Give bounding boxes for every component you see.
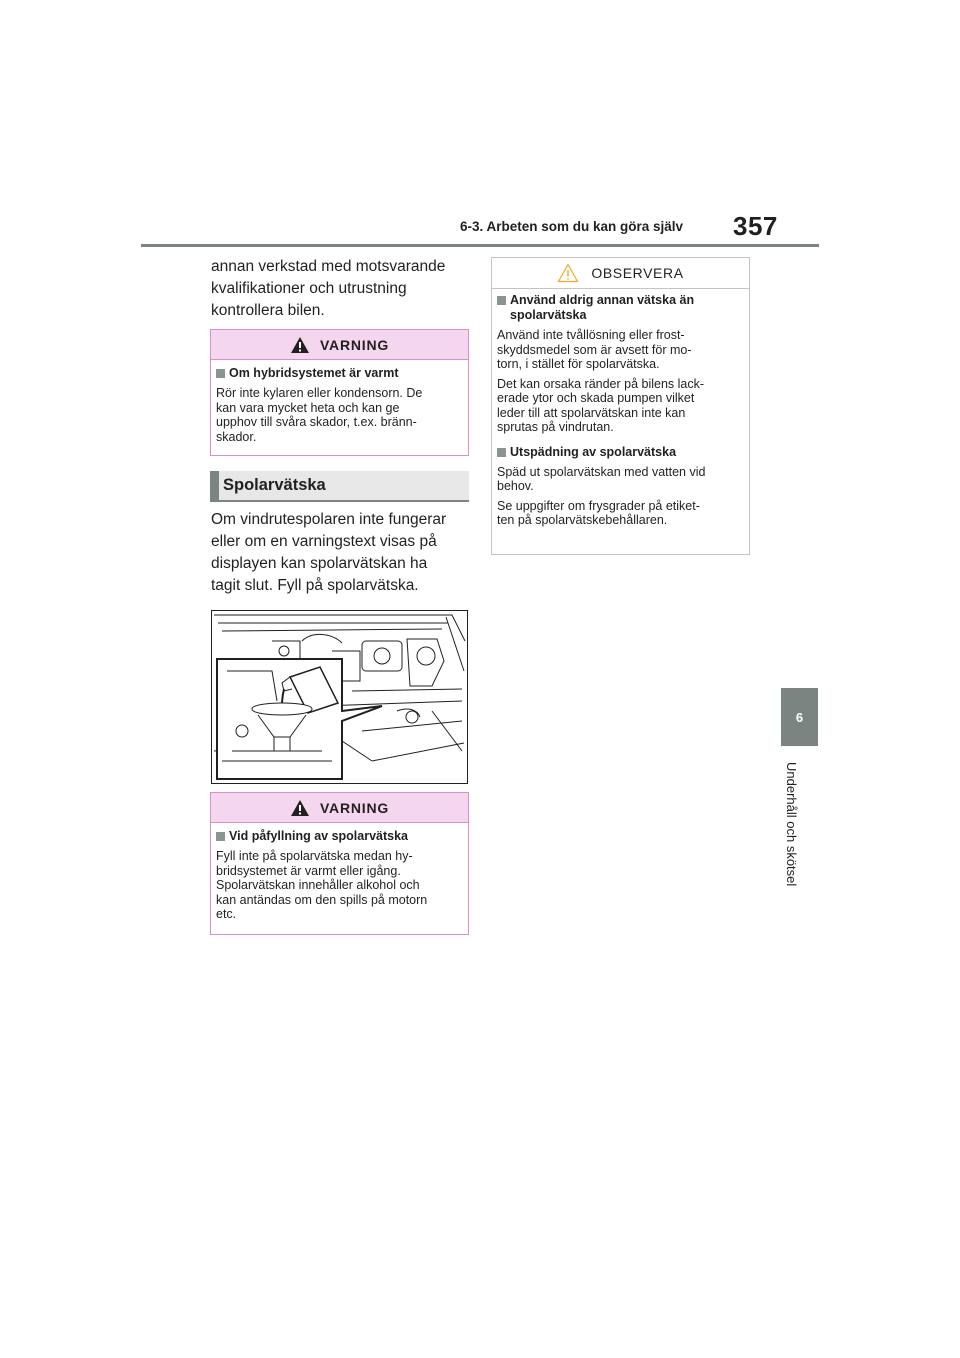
warning-item-text [216,386,462,444]
notice-line: behov. [497,479,534,493]
intro-paragraph [211,256,473,322]
notice-line: ten på spolarvätskebehållaren. [497,513,668,527]
warning-line: etc. [216,907,237,921]
warning-line: Fyll inte på spolarvätska medan hy- [216,849,413,863]
notice-item-title-text [510,293,694,323]
notice-paragraph [497,377,743,435]
engine-bay-drawing [212,611,467,783]
notice-title-line: spolarvätska [510,308,587,322]
warning-triangle-icon [290,799,310,817]
section-paragraph [211,509,473,597]
notice-line: Se uppgifter om frysgrader på etiket- [497,498,700,513]
intro-line: kontrollera bilen. [211,302,325,319]
warning-body [211,823,468,930]
warning-item-text [216,849,462,922]
bullet-square-icon [216,832,225,841]
notice-paragraph [497,465,743,494]
warning-box-refill [210,792,469,935]
section-line: displayen kan spolarvätskan ha [211,555,428,572]
notice-item-title [497,293,743,323]
section-line: tagit slut. Fyll på spolarvätska. [211,577,419,594]
notice-line: Använd inte tvållösning eller frost- [497,328,685,342]
notice-line: leder till att spolarvätskan inte kan [497,405,686,420]
notice-box [491,257,750,555]
notice-line: Det kan orsaka ränder på bilens lack- [497,376,705,391]
notice-paragraph [497,328,743,372]
notice-body [492,289,749,536]
notice-title-line: Använd aldrig annan vätska än [510,293,695,307]
warning-line: Spolarvätskan innehåller alkohol och [216,878,420,892]
header-divider [141,244,819,247]
warning-line: kan antändas om den spills på motorn [216,892,428,907]
bullet-square-icon [497,448,506,457]
warning-item-title [216,366,462,381]
warning-line: kan vara mycket heta och kan ge [216,400,400,415]
notice-line: torn, i stället för spolarvätska. [497,357,660,371]
running-header: 6-3. Arbeten som du kan göra själv [460,219,684,234]
notice-line: Späd ut spolarvätskan med vatten vid [497,464,706,479]
chapter-tab: 6 [781,688,818,746]
intro-line: annan verkstad med motsvarande [211,258,446,275]
warning-item-title-text: Om hybridsystemet är varmt [229,366,399,380]
warning-triangle-icon [290,336,310,354]
notice-paragraph [497,499,743,528]
intro-line: kvalifikationer och utrustning [211,280,407,297]
caution-outline-icon [557,263,579,283]
notice-label: OBSERVERA [591,265,684,281]
notice-header [492,258,749,289]
notice-line: sprutas på vindrutan. [497,420,614,434]
warning-line: upphov till svåra skador, t.ex. bränn- [216,415,417,429]
warning-box-hybrid-hot [210,329,469,456]
warning-body [211,360,468,452]
section-line: Om vindrutespolaren inte fungerar [211,511,447,528]
bullet-square-icon [497,296,506,305]
page-number: 357 [733,211,778,241]
warning-item-title [216,829,462,844]
warning-line: Rör inte kylaren eller kondensorn. De [216,386,423,400]
notice-item-title-text: Utspädning av spolarvätska [510,444,677,459]
notice-item-title [497,445,743,460]
warning-header [211,793,468,823]
bullet-square-icon [216,369,225,378]
washer-fluid-illustration [211,610,468,784]
section-heading: Spolarvätska [210,471,469,502]
chapter-title: Underhåll och skötsel [784,762,799,887]
warning-header [211,330,468,360]
warning-label: VARNING [319,336,390,353]
warning-line: bridsystemet är varmt eller igång. [216,863,401,878]
warning-line: skador. [216,429,257,444]
notice-line: erade ytor och skada pumpen vilket [497,391,695,405]
warning-item-title-text: Vid påfyllning av spolarvätska [229,829,409,843]
notice-line: skyddsmedel som är avsett för mo- [497,342,692,357]
section-line: eller om en varningstext visas på [211,533,437,550]
warning-label: VARNING [319,799,390,816]
